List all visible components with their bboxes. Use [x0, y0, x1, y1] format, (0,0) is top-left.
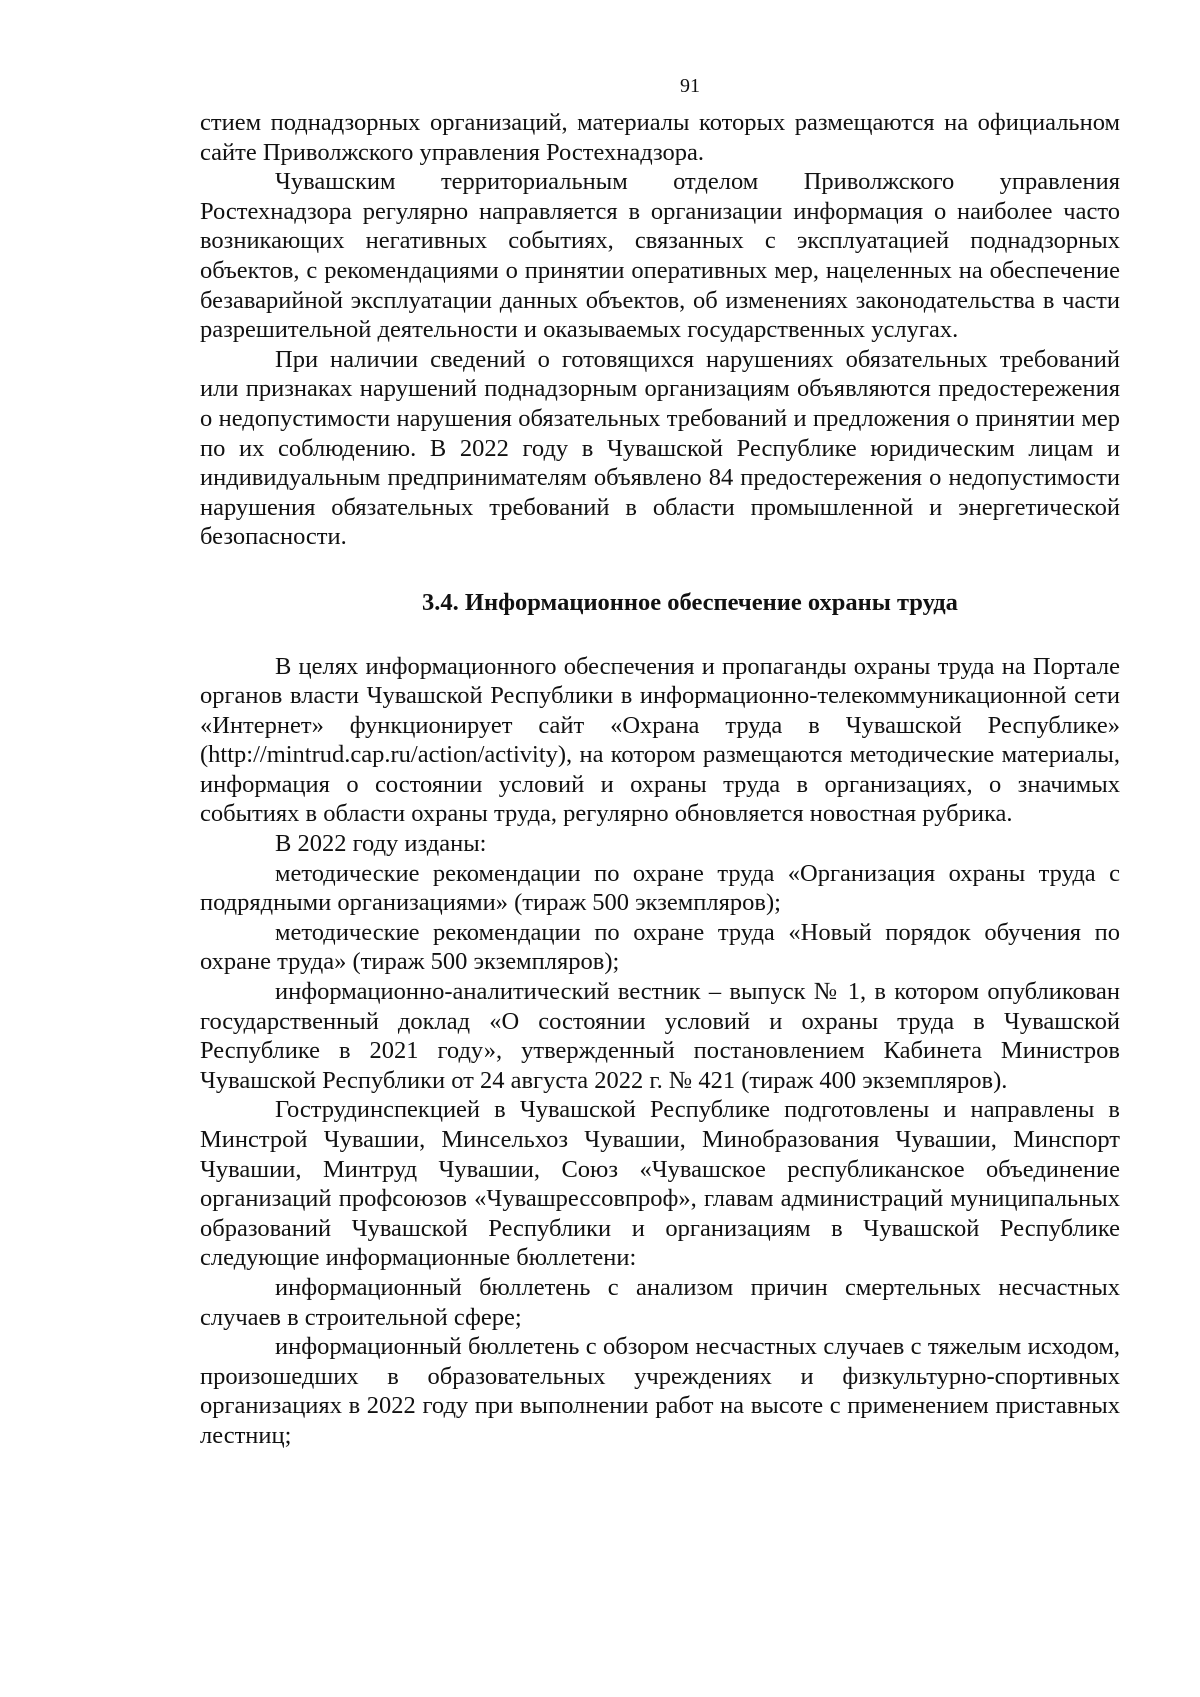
- paragraph-warnings: При наличии сведений о готовящихся нарушениях обязательных требований или признаках нарушений поднадзорным организациям объявляются предостережения о недопустимости нарушения обязательных требований и предложения о принятии мер по их соблюдению. В 2022 году в Чувашской Республике юридическим лицам и индивидуальным предпринимателям объявлено 84 предостережения о недопустимости нарушения обязательных требований в области промышленной и энергетической безопасности.: [200, 345, 1120, 551]
- list-item-construction-bulletin: информационный бюллетень с анализом причин смертельных несчастных случаев в строительной сфере;: [200, 1273, 1120, 1331]
- paragraph-labor-inspection: Гострудинспекцией в Чувашской Республике подготовлены и направлены в Минстрой Чувашии, Минсельхоз Чувашии, Минобразования Чувашии, Минспорт Чувашии, Минтруд Чувашии, Союз «Чувашское республиканское объединение организаций профсоюзов «Чувашрессовпроф», главам администраций муниципальных образований Чувашской Республики и организациям в Чувашской Республике следующие информационные бюллетени:: [200, 1096, 1120, 1272]
- section-heading: 3.4. Информационное обеспечение охраны труда: [422, 588, 958, 616]
- list-item-training-guide: методические рекомендации по охране труда «Новый порядок обучения по охране труда» (тираж 500 экземпляров);: [200, 918, 1120, 976]
- list-item-bulletin-issue: информационно-аналитический вестник – выпуск № 1, в котором опубликован государственный доклад «О состоянии условий и охраны труда в Чувашской Республике в 2021 году», утвержденный постановлением Кабинета Министров Чувашской Республики от 24 августа 2022 г. № 421 (тираж 400 экземпляров).: [200, 978, 1120, 1094]
- list-item-contractors-guide: методические рекомендации по охране труда «Организация охраны труда с подрядными организациями» (тираж 500 экземпляров);: [200, 859, 1120, 917]
- document-page: [200, 0, 1120, 1451]
- page-number: 91: [680, 75, 700, 97]
- paragraph-rostekhnadzor-info: Чувашским территориальным отделом Приволжского управления Ростехнадзора регулярно направляется в организации информация о наиболее часто возникающих негативных событиях, связанных с эксплуатацией поднадзорных объектов, с рекомендациями о принятии оперативных мер, нацеленных на обеспечение безаварийной эксплуатации данных объектов, об изменениях законодательства в части разрешительной деятельности и оказываемых государственных услугах.: [200, 168, 1120, 344]
- paragraph-portal-site: В целях информационного обеспечения и пропаганды охраны труда на Портале органов власти Чувашской Республики в информационно-телекоммуникационной сети «Интернет» функционирует сайт «Охрана труда в Чувашской Республике» (http://mintrud.cap.ru/action/activity), на котором размещаются методические материалы, информация о состоянии условий и охраны труда в организациях, о значимых событиях в области охраны труда, регулярно обновляется новостная рубрика.: [200, 652, 1120, 828]
- paragraph-published-intro: В 2022 году изданы:: [275, 830, 487, 858]
- list-item-education-bulletin: информационный бюллетень с обзором несчастных случаев с тяжелым исходом, произошедших в образовательных учреждениях и физкультурно-спортивных организациях в 2022 году при выполнении работ на высоте с применением приставных лестниц;: [200, 1333, 1120, 1449]
- paragraph-continuation: стием поднадзорных организаций, материалы которых размещаются на официальном сайте Приволжского управления Ростехнадзора.: [200, 109, 1120, 166]
